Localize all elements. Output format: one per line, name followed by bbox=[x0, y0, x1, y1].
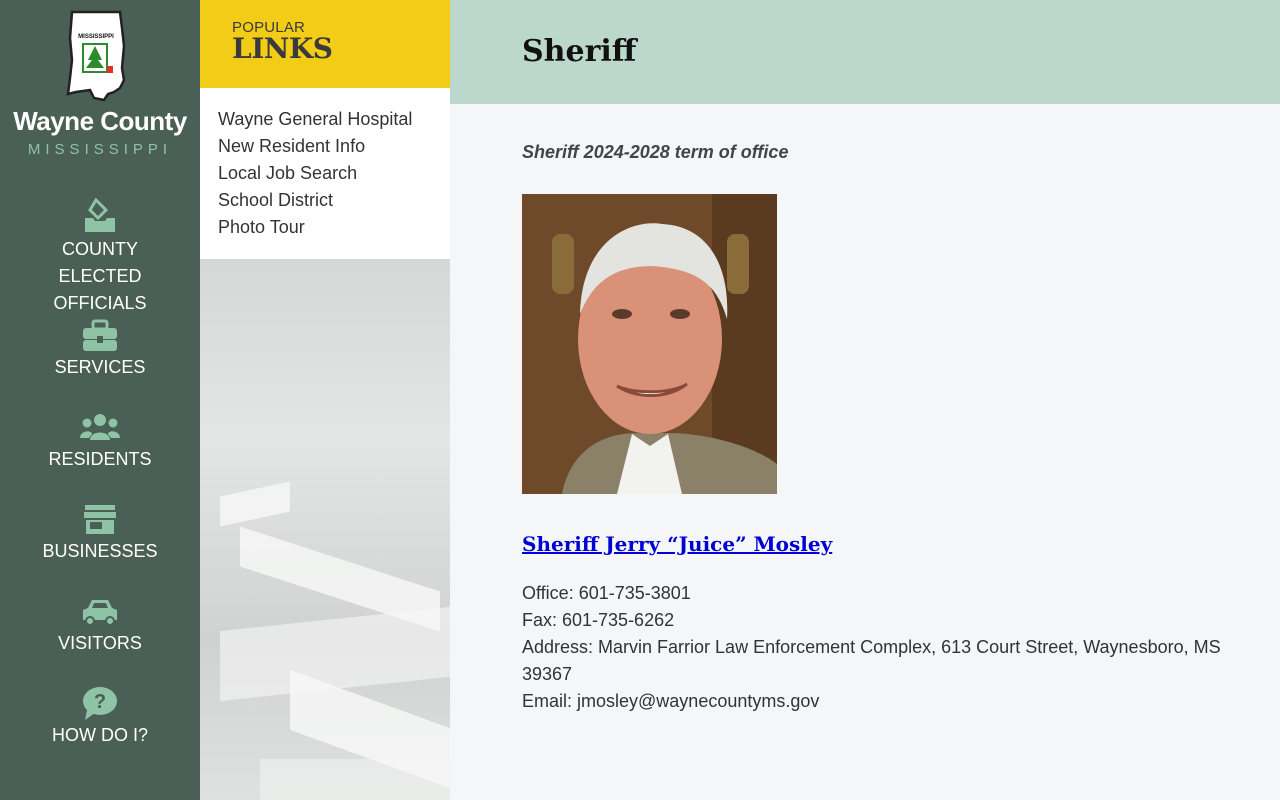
nav-county-elected-officials[interactable] bbox=[0, 196, 200, 317]
storefront-icon bbox=[82, 502, 118, 538]
site-logo[interactable] bbox=[0, 0, 200, 190]
link-wayne-general-hospital[interactable]: Wayne General Hospital bbox=[218, 109, 413, 129]
fax-number: Fax: 601-735-6262 bbox=[522, 610, 675, 630]
sidebar bbox=[0, 0, 200, 800]
nav-label: COUNTY ELECTED OFFICIALS bbox=[53, 239, 147, 313]
sheriff-name-link[interactable]: Sheriff Jerry “Juice” Mosley bbox=[522, 532, 833, 556]
office-phone: Office: 601-735-3801 bbox=[522, 583, 691, 603]
svg-text:?: ? bbox=[93, 691, 107, 713]
address-line-2: 39367 bbox=[522, 664, 573, 684]
address-line-1: Address: Marvin Farrior Law Enforcement Complex, 613 Court Street, Waynesboro, MS bbox=[522, 637, 1221, 657]
page-header bbox=[450, 0, 1280, 104]
nav-residents[interactable] bbox=[0, 410, 200, 473]
sheriff-portrait bbox=[522, 194, 777, 494]
nav-label: SERVICES bbox=[54, 357, 146, 377]
nav-label: HOW DO I? bbox=[51, 725, 148, 745]
people-icon bbox=[79, 410, 121, 446]
page-title: Sheriff bbox=[522, 34, 637, 69]
logo-state-text: MISSISSIPPI bbox=[78, 34, 114, 40]
question-bubble-icon bbox=[81, 686, 119, 722]
popular-links-kicker: POPULAR bbox=[232, 19, 306, 36]
site-name: Wayne County bbox=[13, 106, 187, 136]
popular-links-list bbox=[200, 88, 450, 259]
link-school-district[interactable]: School District bbox=[218, 190, 334, 210]
nav-label: BUSINESSES bbox=[42, 541, 158, 561]
nav-how-do-i[interactable] bbox=[0, 686, 200, 749]
term-of-office: Sheriff 2024-2028 term of office bbox=[522, 142, 789, 162]
nav-visitors[interactable] bbox=[0, 594, 200, 657]
nav-businesses[interactable] bbox=[0, 502, 200, 565]
contact-info bbox=[522, 580, 1222, 715]
nav-label: RESIDENTS bbox=[48, 449, 152, 469]
mississippi-state-icon bbox=[64, 8, 128, 104]
link-local-job-search[interactable]: Local Job Search bbox=[218, 163, 358, 183]
link-new-resident-info[interactable]: New Resident Info bbox=[218, 136, 366, 156]
email[interactable]: Email: jmosley@waynecountyms.gov bbox=[522, 691, 820, 711]
link-photo-tour[interactable]: Photo Tour bbox=[218, 217, 305, 237]
popular-links-title: LINKS bbox=[232, 32, 333, 65]
main-content bbox=[450, 0, 1280, 800]
popular-links-header bbox=[200, 0, 450, 88]
ballot-box-icon bbox=[82, 196, 118, 236]
toolbox-icon bbox=[81, 318, 119, 354]
car-icon bbox=[80, 594, 120, 630]
nav-services[interactable] bbox=[0, 318, 200, 381]
popular-links-panel bbox=[200, 0, 450, 800]
nav-label: VISITORS bbox=[58, 633, 142, 653]
aerial-background-image bbox=[200, 259, 450, 800]
site-state: MISSISSIPPI bbox=[27, 141, 173, 158]
